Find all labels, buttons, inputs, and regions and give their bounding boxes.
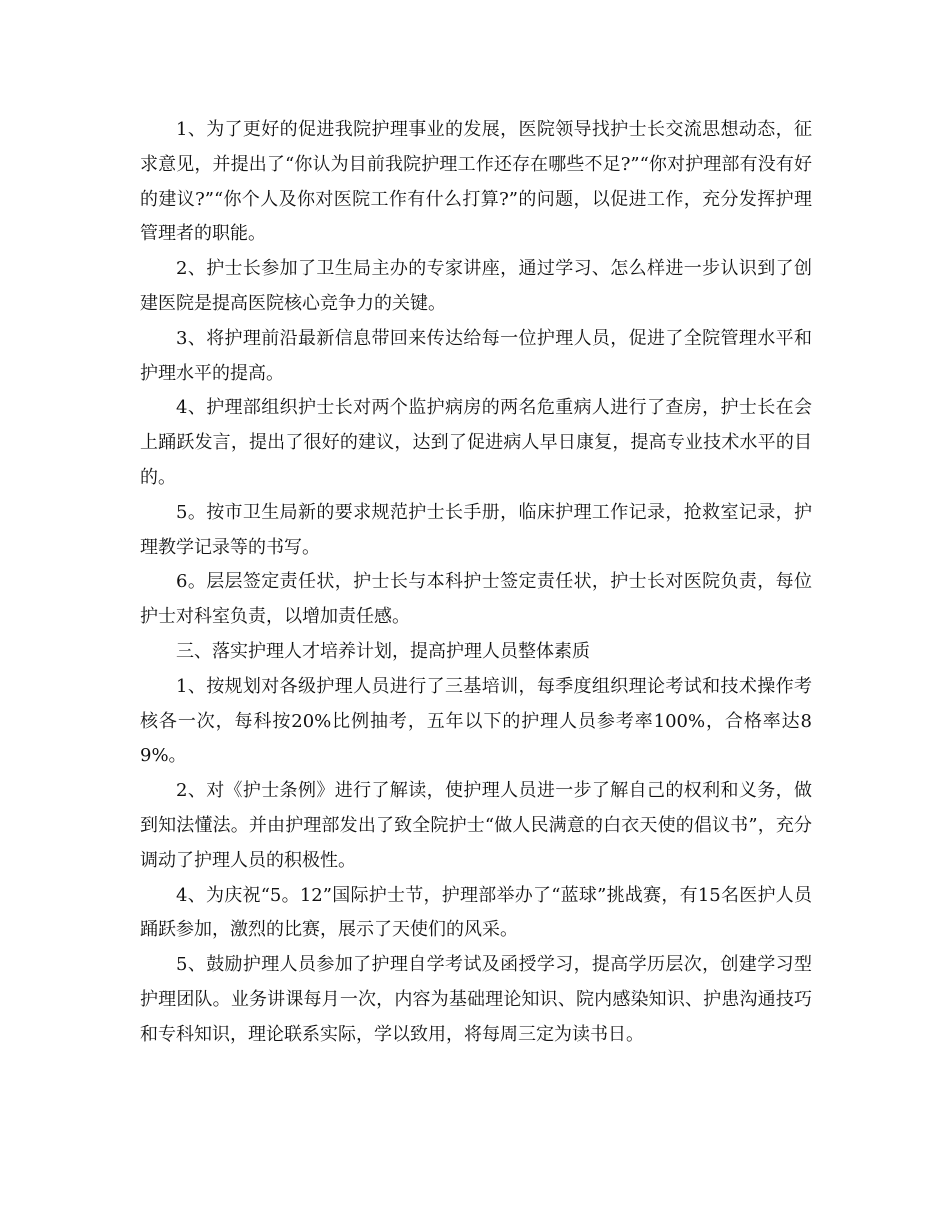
paragraph-1: 1、为了更好的促进我院护理事业的发展，医院领导找护士长交流思想动态，征求意见，并提出了“你认为目前我院护理工作还存在哪些不足?”“你对护理部有没有好的建议?”“你个人及你对医院工作有什么打算?”的问题，以促进工作，充分发挥护理管理者的职能。 xyxy=(140,119,812,245)
document-body xyxy=(140,113,812,1053)
paragraph-10: 4、为庆祝“5。12”国际护士节，护理部举办了“蓝球”挑战赛，有15名医护人员踊跃参加，激烈的比赛，展示了天使们的风采。 xyxy=(140,884,812,941)
paragraph-3: 3、将护理前沿最新信息带回来传达给每一位护理人员，促进了全院管理水平和护理水平的提高。 xyxy=(140,327,812,384)
paragraph-4: 4、护理部组织护士长对两个监护病房的两名危重病人进行了查房，护士长在会上踊跃发言，提出了很好的建议，达到了促进病人早日康复，提高专业技术水平的目的。 xyxy=(140,397,812,488)
paragraph-9: 2、对《护士条例》进行了解读，使护理人员进一步了解自己的权利和义务，做到知法懂法。并由护理部发出了致全院护士“做人民满意的白衣天使的倡议书”，充分调动了护理人员的积极性。 xyxy=(140,780,812,871)
paragraph-11: 5、鼓励护理人员参加了护理自学考试及函授学习，提高学历层次，创建学习型护理团队。业务讲课每月一次，内容为基础理论知识、院内感染知识、护患沟通技巧和专科知识，理论联系实际，学以致用，将每周三定为读书日。 xyxy=(140,954,812,1045)
paragraph-5: 5。按市卫生局新的要求规范护士长手册，临床护理工作记录，抢救室记录，护理教学记录等的书写。 xyxy=(140,501,812,558)
paragraph-6: 6。层层签定责任状，护士长与本科护士签定责任状，护士长对医院负责，每位护士对科室负责，以增加责任感。 xyxy=(140,571,812,628)
paragraph-2: 2、护士长参加了卫生局主办的专家讲座，通过学习、怎么样进一步认识到了创建医院是提高医院核心竞争力的关键。 xyxy=(140,258,812,314)
paragraph-8: 1、按规划对各级护理人员进行了三基培训，每季度组织理论考试和技术操作考核各一次，每科按20%比例抽考，五年以下的护理人员参考率100%，合格率达89%。 xyxy=(140,675,812,767)
section-heading: 三、落实护理人才培养计划，提高护理人员整体素质 xyxy=(176,640,590,662)
